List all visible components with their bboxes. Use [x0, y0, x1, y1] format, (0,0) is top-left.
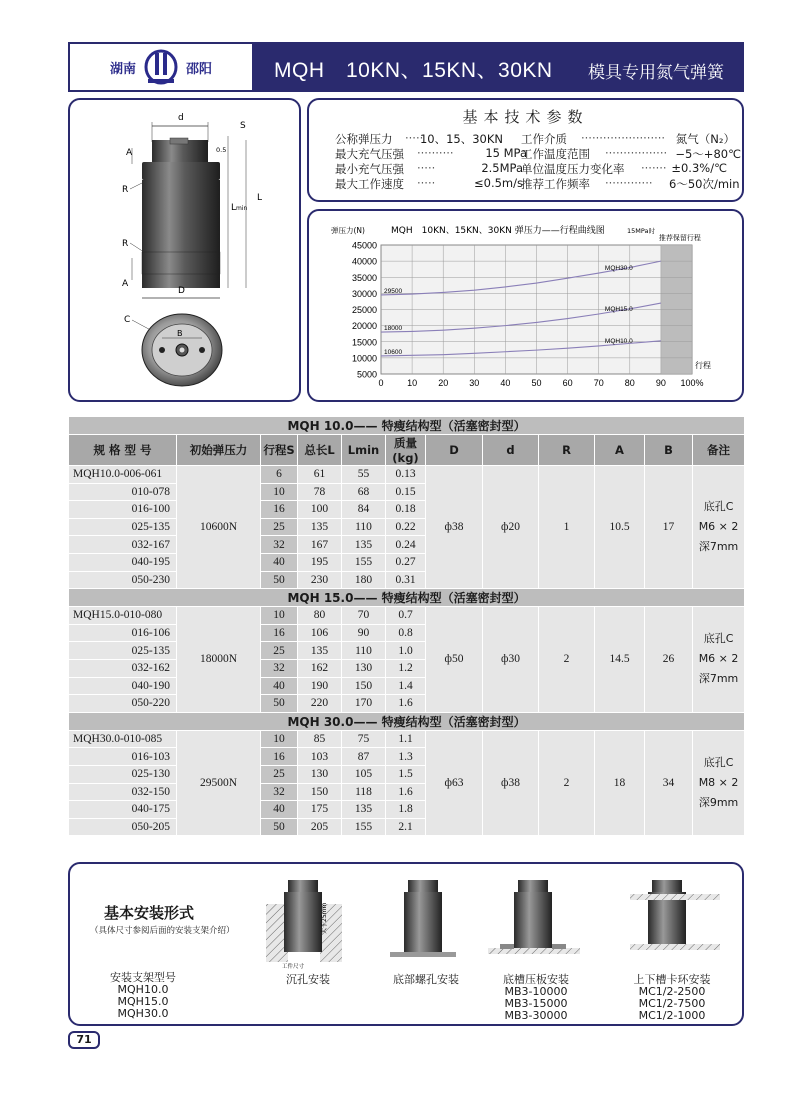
spec-label: 公称弹压力 [335, 132, 393, 146]
section-title: MQH 10.0—— 特瘦结构型（活塞密封型） [69, 417, 745, 435]
note-cell [693, 466, 745, 589]
model-cell: 040-175 [69, 801, 177, 819]
spec-row [521, 131, 735, 147]
model-cell: 025-135 [69, 642, 177, 660]
dim-d-cell: ф38 [483, 730, 539, 836]
dim-A-cell: 18 [595, 730, 645, 836]
lmin-cell: 130 [342, 659, 386, 677]
mass-cell: 0.27 [386, 553, 426, 571]
x-tick-label: 0 [378, 378, 384, 388]
length-cell: 130 [298, 765, 342, 783]
install-type-2 [378, 974, 474, 986]
column-header: 备注 [693, 435, 745, 466]
series-start-label: 10600 [384, 348, 403, 356]
models-title: 安装支架型号 [110, 971, 176, 984]
stroke-cell: 50 [261, 818, 298, 836]
lmin-cell: 70 [342, 607, 386, 625]
spec-value: 氮气（N₂） [675, 132, 735, 146]
spec-dots: ····· [417, 176, 436, 190]
series-start-label: 29500 [384, 287, 403, 295]
body-top-ring [142, 162, 220, 180]
model-cell: 032-167 [69, 536, 177, 554]
install-type-name: 底部螺孔安装 [393, 973, 459, 986]
install-type-3-drawing [488, 880, 580, 954]
model-cell: 032-162 [69, 659, 177, 677]
y-tick-label: 30000 [351, 288, 377, 299]
dim-D-cell: ф38 [426, 466, 483, 589]
spec-label: 最大工作速度 [335, 177, 404, 191]
series-name-label: MQH30.0 [604, 265, 633, 273]
model-cell: 050-220 [69, 695, 177, 713]
spec-label: 工作温度范围 [521, 147, 590, 161]
pressure-cell: 29500N [177, 730, 261, 836]
dim-R-cell: 1 [539, 466, 595, 589]
install-type-name: 上下槽卡环安装 [633, 973, 711, 986]
spec-row [521, 146, 741, 162]
length-cell: 78 [298, 483, 342, 501]
stroke-cell: 25 [261, 765, 298, 783]
column-header: B [645, 435, 693, 466]
specs-title: 基本技术参数 [462, 108, 589, 126]
y-tick-label: 45000 [351, 240, 377, 251]
note-line: 底孔C [703, 500, 734, 514]
lmin-cell: 180 [342, 571, 386, 589]
spec-value: 10、15、30KN [419, 132, 503, 146]
note-cell [693, 607, 745, 713]
mass-cell: 0.13 [386, 466, 426, 484]
y-tick-label: 40000 [351, 256, 377, 267]
install-subtitle: （具体尺寸参阅后面的安装支架介绍） [90, 926, 235, 936]
spec-value: 2.5MPa [481, 161, 523, 175]
length-cell: 61 [298, 466, 342, 484]
mass-cell: 1.6 [386, 783, 426, 801]
note-line: 底孔C [703, 756, 734, 769]
length-cell: 100 [298, 501, 342, 519]
y-axis-label: 弹压力(N) [331, 226, 365, 235]
model-cell: 040-190 [69, 677, 177, 695]
spec-label: 推荐工作频率 [521, 177, 590, 191]
length-cell: 175 [298, 801, 342, 819]
dim-A-cell: 14.5 [595, 607, 645, 713]
length-cell: 150 [298, 783, 342, 801]
model-cell: 016-103 [69, 748, 177, 766]
spec-row [335, 161, 523, 177]
spec-label: 最小充气压强 [335, 162, 404, 176]
install-item: MC1/2-1000 [638, 1009, 706, 1022]
stroke-cell: 32 [261, 783, 298, 801]
stroke-cell: 25 [261, 518, 298, 536]
column-header: 初始弹压力 [177, 435, 261, 466]
dim-label-2: 工件尺寸 [282, 964, 305, 970]
spec-dots: ·········· [417, 146, 454, 160]
mass-cell: 0.8 [386, 624, 426, 642]
chart-panel [307, 209, 744, 402]
table-row [69, 730, 745, 748]
mass-cell: 1.1 [386, 730, 426, 748]
pressure-cell: 10600N [177, 466, 261, 589]
mass-cell: 1.5 [386, 765, 426, 783]
section-title: MQH 30.0—— 特瘦结构型（活塞密封型） [69, 712, 745, 730]
lmin-cell: 155 [342, 553, 386, 571]
column-header: D [426, 435, 483, 466]
label-A: A [126, 148, 133, 158]
lmin-cell: 118 [342, 783, 386, 801]
mass-cell: 1.4 [386, 677, 426, 695]
chart-title: MQH 10KN、15KN、30KN 弹压力——行程曲线图 [391, 226, 605, 236]
section-title-row [69, 589, 745, 607]
note-line: M8 × 2 [698, 776, 739, 789]
mass-cell: 0.24 [386, 536, 426, 554]
x-tick-label: 80 [624, 378, 635, 388]
spec-value: −5～+80℃ [675, 147, 741, 161]
model-cell: 025-130 [69, 765, 177, 783]
band-label: 推荐保留行程 [658, 234, 701, 242]
install-item: MB3-10000 [504, 985, 568, 998]
column-header: 总长L [298, 435, 342, 466]
mass-cell: 1.2 [386, 659, 426, 677]
lmin-cell: 110 [342, 518, 386, 536]
model-cell: 050-230 [69, 571, 177, 589]
spec-row [335, 131, 503, 147]
model-cell: 050-205 [69, 818, 177, 836]
lmin-cell: 84 [342, 501, 386, 519]
length-cell: 135 [298, 518, 342, 536]
y-tick-label: 5000 [356, 369, 377, 380]
lmin-cell: 87 [342, 748, 386, 766]
model-cell: 010-078 [69, 483, 177, 501]
page-number: 71 [68, 1031, 100, 1049]
table-row [69, 466, 745, 484]
x-tick-label: 10 [407, 378, 418, 388]
note-line: M6 × 2 [698, 520, 739, 534]
logo [70, 44, 252, 90]
length-cell: 205 [298, 818, 342, 836]
length-cell: 85 [298, 730, 342, 748]
mass-cell: 0.18 [386, 501, 426, 519]
install-item: MB3-15000 [504, 997, 568, 1010]
series-start-label: 18000 [384, 325, 403, 333]
spec-dots: ······················· [581, 131, 666, 145]
lmin-cell: 105 [342, 765, 386, 783]
model-item: MQH30.0 [117, 1007, 169, 1020]
label-L: L [257, 193, 263, 203]
lmin-cell: 170 [342, 695, 386, 713]
spec-label: 单位温度压力变化率 [521, 162, 625, 176]
install-type-name: 底槽压板安装 [503, 973, 569, 986]
stroke-cell: 16 [261, 624, 298, 642]
mass-cell: 0.31 [386, 571, 426, 589]
install-models [110, 972, 176, 1020]
lmin-cell: 110 [342, 642, 386, 660]
mass-cell: 1.0 [386, 642, 426, 660]
y-tick-label: 25000 [351, 305, 377, 315]
dim-label: 大于25mm [321, 902, 328, 934]
label-C: C [124, 315, 131, 325]
stroke-cell: 10 [261, 730, 298, 748]
stroke-cell: 16 [261, 748, 298, 766]
model-cell: 016-100 [69, 501, 177, 519]
spec-value: ≤0.5m/s [474, 176, 523, 190]
y-tick-label: 15000 [351, 337, 377, 348]
install-item: MB3-30000 [504, 1009, 568, 1022]
length-cell: 135 [298, 642, 342, 660]
lmin-cell: 135 [342, 801, 386, 819]
y-tick-label: 35000 [351, 272, 377, 283]
column-header: Lmin [342, 435, 386, 466]
model-cell: 025-135 [69, 518, 177, 536]
mass-cell: 2.1 [386, 818, 426, 836]
install-type-3 [488, 974, 584, 1022]
pressure-stroke-chart [309, 211, 742, 400]
install-item: MC1/2-2500 [638, 985, 706, 998]
label-S: S [240, 121, 246, 131]
x-tick-label: 90 [655, 378, 666, 388]
length-cell: 106 [298, 624, 342, 642]
stroke-cell: 32 [261, 536, 298, 554]
stroke-cell: 40 [261, 677, 298, 695]
table-row [69, 607, 745, 625]
install-type-4-drawing [630, 880, 720, 950]
spec-value: 15 MPa [485, 146, 527, 160]
spec-dots: ············· [605, 176, 653, 190]
product-drawing-panel [68, 98, 301, 402]
y-tick-label: 20000 [351, 321, 377, 332]
series-name-label: MQH10.0 [604, 337, 633, 345]
dim-R-cell: 2 [539, 730, 595, 836]
x-axis-label: 行程 [695, 361, 711, 370]
model-cell: 040-195 [69, 553, 177, 571]
specs-panel [307, 98, 744, 202]
stroke-cell: 50 [261, 571, 298, 589]
section-title: MQH 15.0—— 特瘦结构型（活塞密封型） [69, 589, 745, 607]
pressure-cell: 18000N [177, 607, 261, 713]
length-cell: 190 [298, 677, 342, 695]
model-cell: MQH10.0-006-061 [69, 466, 177, 484]
mass-cell: 1.6 [386, 695, 426, 713]
dim-D-cell: ф63 [426, 730, 483, 836]
x-tick-label: 70 [593, 378, 604, 388]
dim-R-cell: 2 [539, 607, 595, 713]
model-cell: MQH15.0-010-080 [69, 607, 177, 625]
spec-dots: ····· [417, 161, 436, 175]
logo-text-right: 邵阳 [186, 61, 213, 77]
install-panel [68, 862, 744, 1026]
note-line: M6 × 2 [698, 652, 739, 666]
label-A2: A [122, 279, 129, 289]
section-title-row [69, 712, 745, 730]
label-lmin: Lmin [231, 203, 248, 213]
lmin-cell: 135 [342, 536, 386, 554]
spec-row [335, 176, 523, 192]
note-line: 深7mm [698, 540, 739, 554]
mass-cell: 0.22 [386, 518, 426, 536]
spec-value: 6～50次/min [669, 177, 740, 191]
note-line: 深9mm [698, 796, 739, 809]
dim-d-cell: ф30 [483, 607, 539, 713]
spec-dots: ······· [641, 161, 667, 175]
stroke-cell: 16 [261, 501, 298, 519]
x-tick-label: 50 [531, 378, 542, 388]
stroke-cell: 40 [261, 553, 298, 571]
column-header: R [539, 435, 595, 466]
install-type-4 [618, 974, 726, 1022]
spec-label: 最大充气压强 [335, 147, 404, 161]
stroke-cell: 10 [261, 607, 298, 625]
page-title: MQH 10KN、15KN、30KN [274, 59, 553, 82]
spec-dots: ················· [605, 146, 668, 160]
column-header: d [483, 435, 539, 466]
x-tick-label: 30 [469, 378, 480, 388]
mass-cell: 0.15 [386, 483, 426, 501]
length-cell: 80 [298, 607, 342, 625]
y-tick-label: 10000 [351, 353, 377, 364]
lmin-cell: 155 [342, 818, 386, 836]
x-tick-label: 100% [680, 378, 704, 388]
label-D: D [178, 286, 185, 296]
mass-cell: 1.8 [386, 801, 426, 819]
note-line: 深7mm [698, 672, 739, 686]
mass-cell: 1.3 [386, 748, 426, 766]
spec-dots: ····· [405, 131, 424, 145]
x-tick-label: 40 [500, 378, 511, 388]
dim-d-cell: ф20 [483, 466, 539, 589]
dim-A-cell: 10.5 [595, 466, 645, 589]
lmin-cell: 55 [342, 466, 386, 484]
logo-text-left: 湖南 [109, 61, 136, 77]
spec-label: 工作介质 [521, 132, 567, 146]
length-cell: 162 [298, 659, 342, 677]
model-cell: MQH30.0-010-085 [69, 730, 177, 748]
model-cell: 016-106 [69, 624, 177, 642]
column-header: A [595, 435, 645, 466]
label-d: d [178, 113, 184, 123]
column-header: 规 格 型 号 [69, 435, 177, 466]
note-cell [693, 730, 745, 836]
page-subtitle: 模具专用氮气弹簧 [588, 63, 724, 83]
dim-D-cell: ф50 [426, 607, 483, 713]
dim-B-cell: 34 [645, 730, 693, 836]
label-B: B [177, 329, 183, 338]
stroke-cell: 6 [261, 466, 298, 484]
stroke-cell: 40 [261, 801, 298, 819]
page-header [68, 42, 744, 92]
company-logo-icon [144, 49, 178, 85]
lmin-cell: 75 [342, 730, 386, 748]
series-name-label: MQH15.0 [604, 306, 633, 314]
label-R: R [122, 185, 129, 195]
spec-row [335, 146, 527, 162]
model-item: MQH10.0 [117, 983, 169, 996]
product-drawing [70, 100, 299, 400]
install-type-1 [268, 974, 348, 986]
lmin-cell: 90 [342, 624, 386, 642]
install-title: 基本安装形式 [104, 904, 195, 922]
header-row [69, 435, 745, 466]
x-tick-label: 60 [562, 378, 573, 388]
stroke-cell: 10 [261, 483, 298, 501]
length-cell: 167 [298, 536, 342, 554]
chart-title-note: 15MPa时 [627, 227, 655, 235]
length-cell: 103 [298, 748, 342, 766]
section-title-row [69, 417, 745, 435]
spec-row [521, 176, 740, 192]
label-05: 0.5 [216, 146, 227, 154]
note-line: 底孔C [703, 632, 734, 646]
install-illustrations [70, 864, 742, 979]
column-header: 质量(kg) [386, 435, 426, 466]
mass-cell: 0.7 [386, 607, 426, 625]
label-R2: R [122, 239, 129, 249]
dim-B-cell: 17 [645, 466, 693, 589]
x-tick-label: 20 [438, 378, 449, 388]
length-cell: 195 [298, 553, 342, 571]
lmin-cell: 150 [342, 677, 386, 695]
spec-value: ±0.3%/℃ [671, 161, 727, 175]
column-header: 行程S [261, 435, 298, 466]
stroke-cell: 50 [261, 695, 298, 713]
length-cell: 220 [298, 695, 342, 713]
length-cell: 230 [298, 571, 342, 589]
install-type-1-drawing [266, 880, 342, 970]
spec-row [521, 161, 727, 177]
model-item: MQH15.0 [117, 995, 169, 1008]
stroke-cell: 32 [261, 659, 298, 677]
stroke-cell: 25 [261, 642, 298, 660]
install-item: MC1/2-7500 [638, 997, 706, 1010]
dim-B-cell: 26 [645, 607, 693, 713]
install-type-name: 沉孔安装 [286, 973, 330, 986]
install-type-2-drawing [390, 880, 456, 957]
model-cell: 032-150 [69, 783, 177, 801]
spec-table [68, 416, 745, 836]
lmin-cell: 68 [342, 483, 386, 501]
